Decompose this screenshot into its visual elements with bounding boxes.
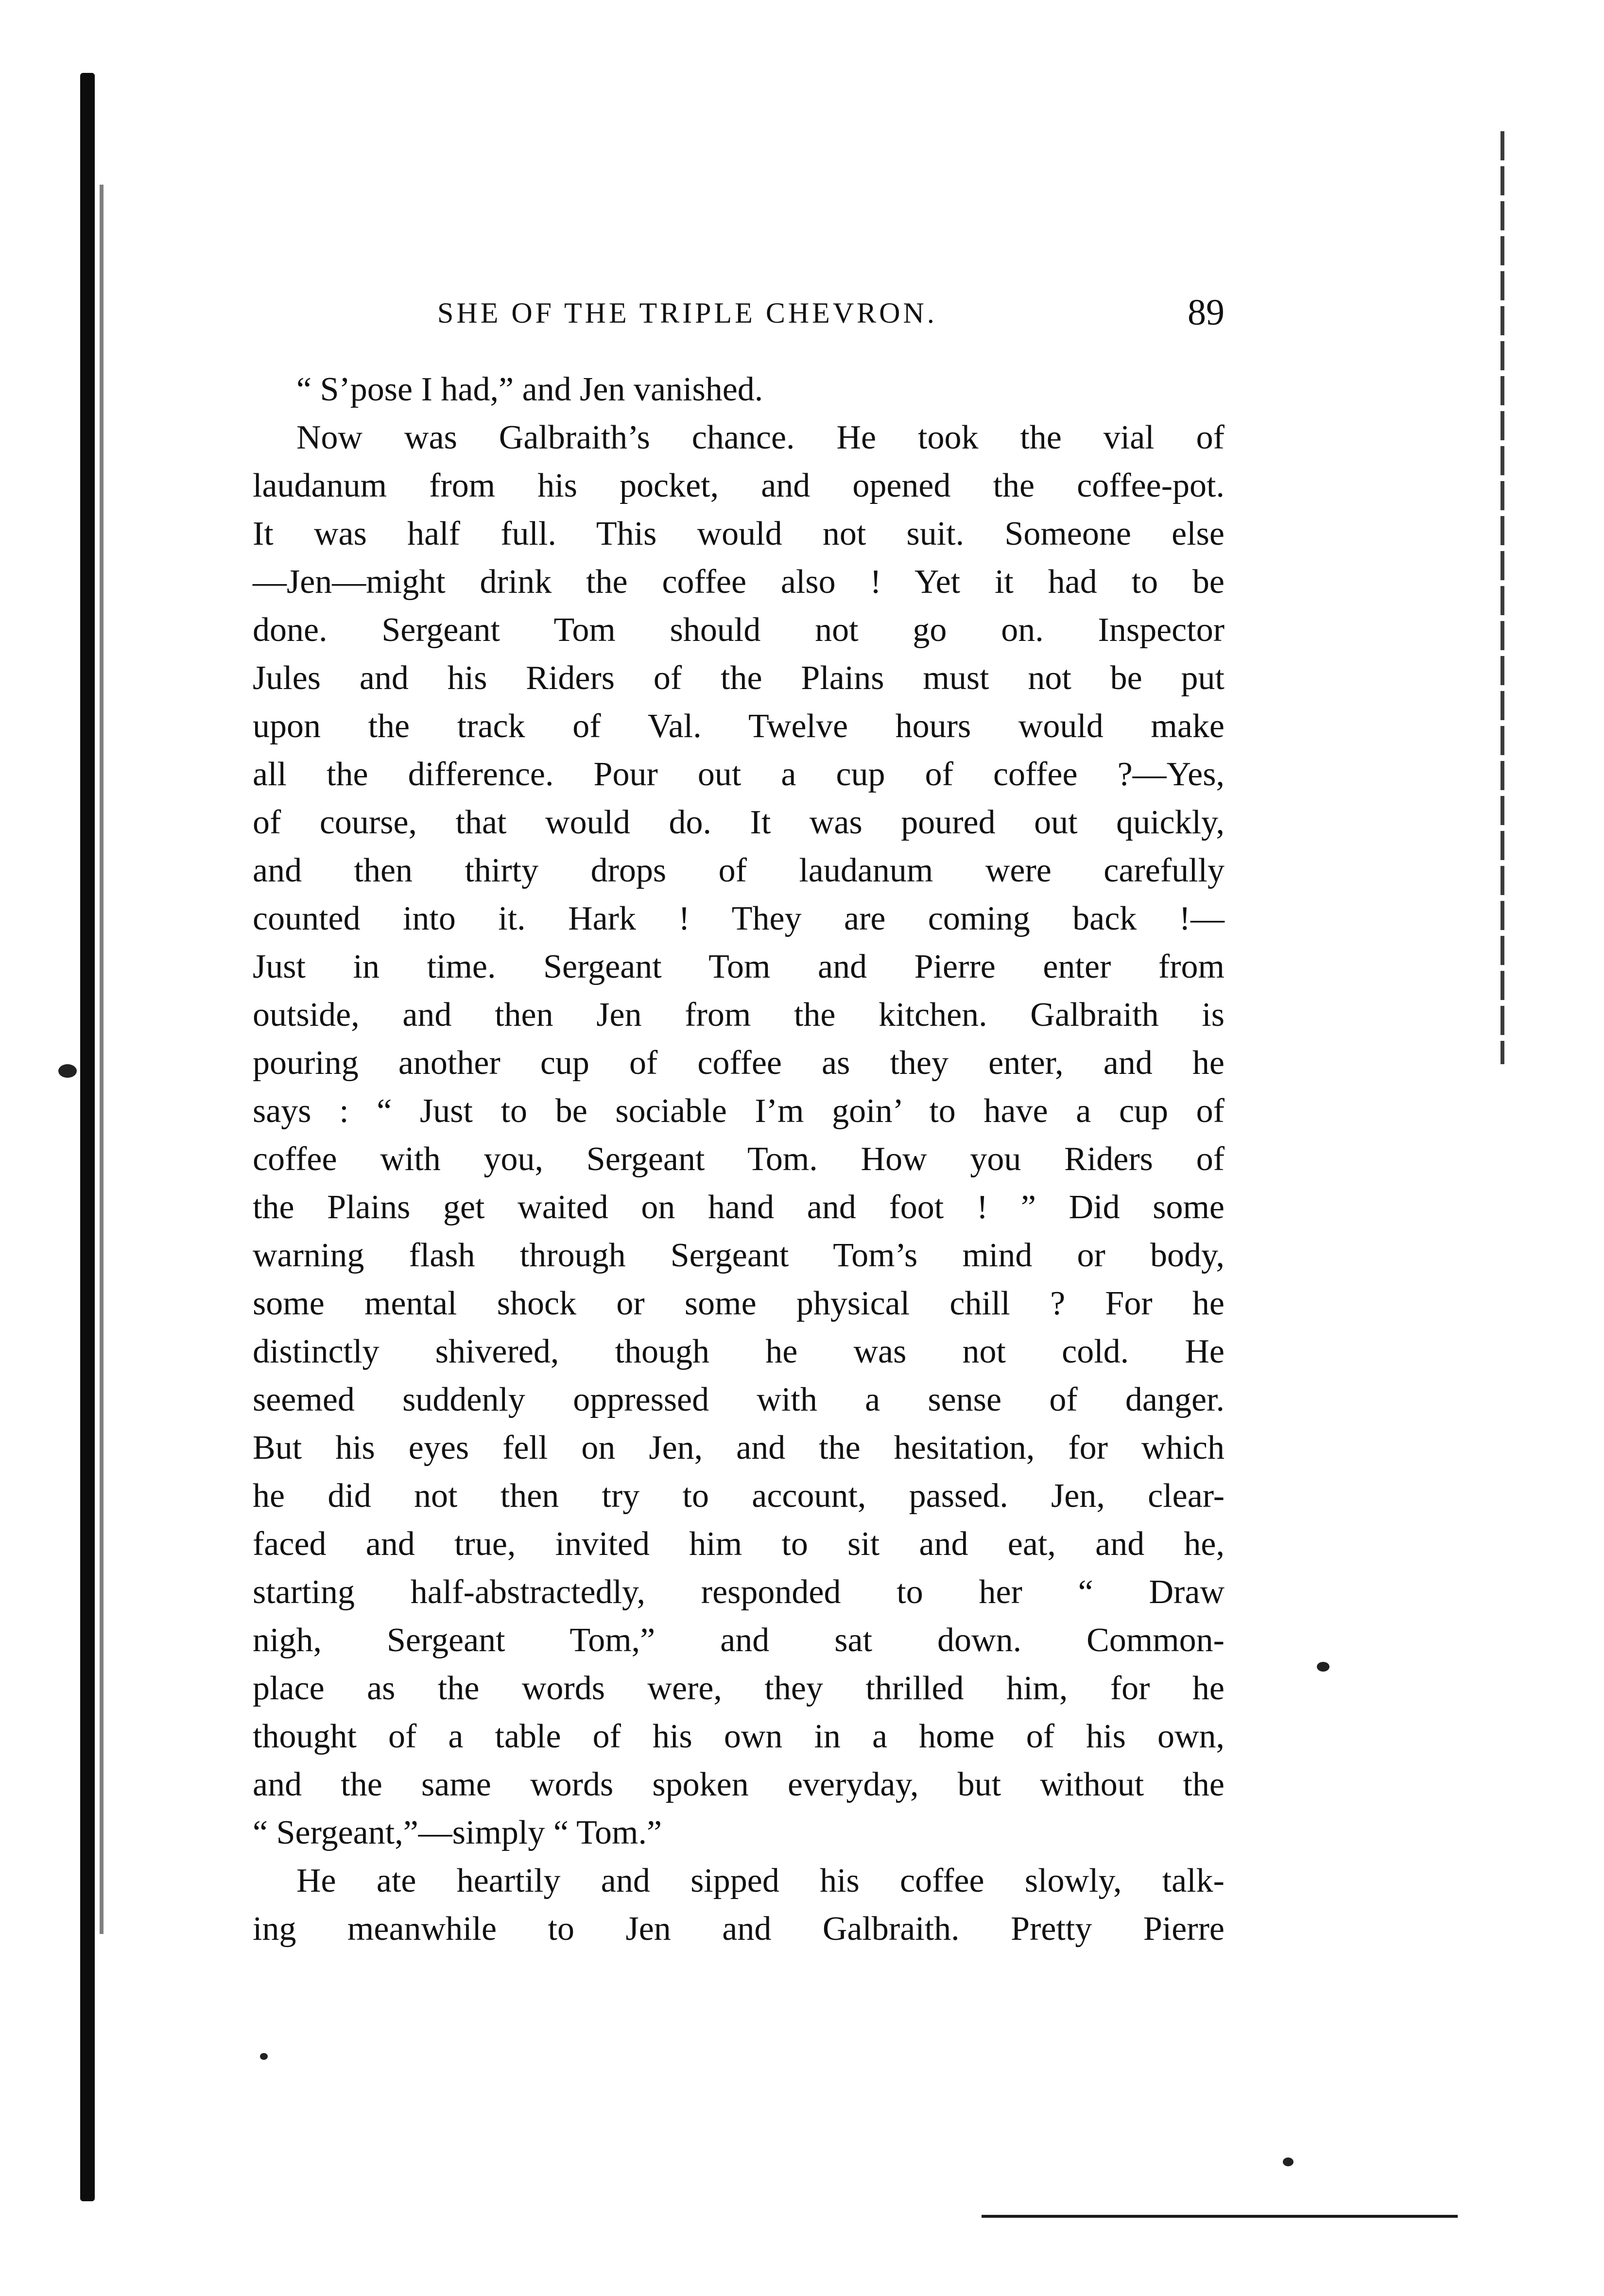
text-line: But his eyes fell on Jen, and the hesitation, for which	[253, 1429, 1225, 1467]
text-line: Now was Galbraith’s chance. He took the vial of	[296, 419, 1225, 456]
ink-speck	[260, 2053, 268, 2060]
ink-speck	[58, 1064, 77, 1078]
text-line: done. Sergeant Tom should not go on. Inspector	[253, 611, 1225, 649]
text-line: “ S’pose I had,” and Jen vanished.	[296, 371, 763, 408]
ink-speck	[1283, 2158, 1294, 2166]
text-line: the Plains get waited on hand and foot ! ” Did some	[253, 1189, 1225, 1226]
text-line: He ate heartily and sipped his coffee slowly, talk-	[296, 1862, 1225, 1899]
footer-rule	[982, 2215, 1458, 2218]
text-line: faced and true, invited him to sit and eat, and he,	[253, 1525, 1225, 1563]
running-head	[253, 292, 1225, 335]
text-line: ing meanwhile to Jen and Galbraith. Pretty Pierre	[253, 1910, 1225, 1948]
text-line: seemed suddenly oppressed with a sense of danger.	[253, 1381, 1225, 1418]
text-line: of course, that would do. It was poured out quickly,	[253, 804, 1225, 841]
text-line: pouring another cup of coffee as they enter, and he	[253, 1044, 1225, 1082]
text-line: counted into it. Hark ! They are coming back !—	[253, 900, 1225, 937]
binding-shadow-left	[80, 73, 95, 2201]
text-line: It was half full. This would not suit. Someone else	[253, 515, 1225, 552]
text-line: says : “ Just to be sociable I’m goin’ to have a cup of	[253, 1092, 1225, 1130]
text-line: starting half-abstractedly, responded to her “ Draw	[253, 1573, 1225, 1611]
text-line: —Jen—might drink the coffee also ! Yet it had to be	[253, 563, 1225, 601]
text-line: place as the words were, they thrilled him, for he	[253, 1670, 1225, 1707]
text-line: laudanum from his pocket, and opened the coffee-pot.	[253, 467, 1225, 504]
text-line: coffee with you, Sergeant Tom. How you Riders of	[253, 1140, 1225, 1178]
text-line: all the difference. Pour out a cup of coffee ?—Yes,	[253, 756, 1225, 793]
text-line: thought of a table of his own in a home of his own,	[253, 1718, 1225, 1755]
text-line: nigh, Sergeant Tom,” and sat down. Common-	[253, 1622, 1225, 1659]
text-line: “ Sergeant,”—simply “ Tom.”	[253, 1814, 662, 1851]
text-line: some mental shock or some physical chill ? For he	[253, 1285, 1225, 1322]
edge-artifact-right	[1501, 131, 1504, 1064]
binding-shadow-left-inner	[100, 185, 103, 1934]
text-line: warning flash through Sergeant Tom’s mind or body,	[253, 1237, 1225, 1274]
text-line: he did not then try to account, passed. Jen, clear-	[253, 1477, 1225, 1515]
text-line: outside, and then Jen from the kitchen. Galbraith is	[253, 996, 1225, 1034]
text-line: and then thirty drops of laudanum were carefully	[253, 852, 1225, 889]
text-line: distinctly shivered, though he was not cold. He	[253, 1333, 1225, 1370]
ink-speck	[1317, 1662, 1329, 1672]
text-line: Just in time. Sergeant Tom and Pierre enter from	[253, 948, 1225, 985]
text-line: and the same words spoken everyday, but without the	[253, 1766, 1225, 1803]
page-number: 89	[1188, 292, 1225, 333]
text-line: upon the track of Val. Twelve hours would make	[253, 708, 1225, 745]
text-line: Jules and his Riders of the Plains must not be put	[253, 659, 1225, 697]
body-text	[253, 365, 1225, 1953]
running-head-title: SHE OF THE TRIPLE CHEVRON.	[437, 297, 937, 329]
